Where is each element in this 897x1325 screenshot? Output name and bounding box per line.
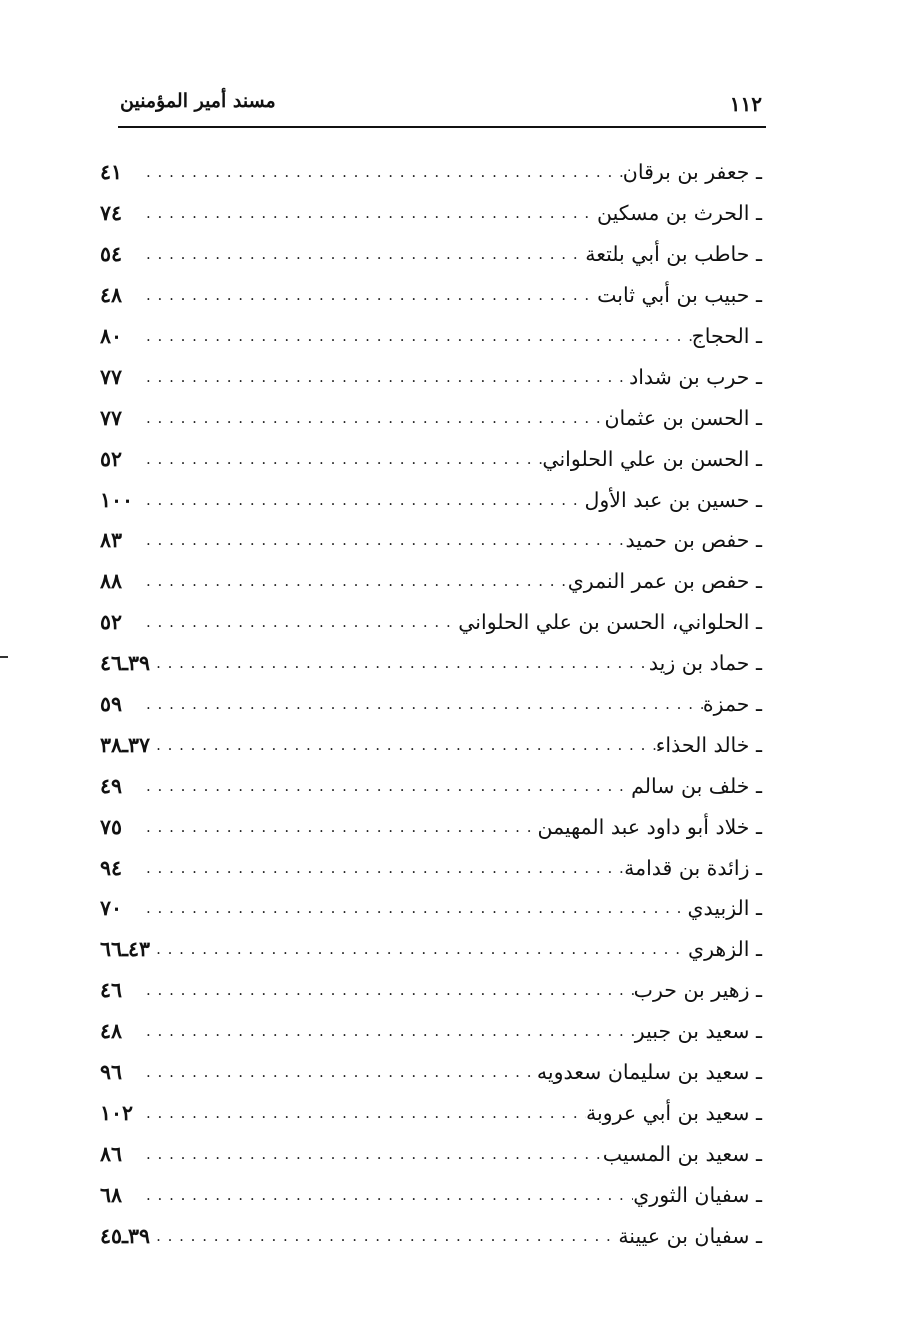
entry-page-number: ٤١ [100,160,123,185]
entry-name: ـ حبيب بن أبي ثابت [597,283,762,308]
dot-leader [150,736,656,754]
entry-name: ـ سعيد بن أبي عروبة [585,1100,762,1125]
index-entry [100,1052,762,1093]
entry-page-number: ٧٠ [100,896,123,921]
index-entry [100,275,762,316]
entry-name: ـ الزهري [688,937,762,962]
index-entry [100,479,762,520]
entry-page-number: ٧٧ [100,405,123,430]
index-entry [100,888,762,929]
entry-name: ـ خلف بن سالم [631,773,762,798]
entry-page-number: ١٠٢ [100,1100,134,1125]
entry-page-number: ٤٩ [100,773,123,798]
index-entry [100,316,762,357]
index-entry [100,397,762,438]
entry-page-number: ٨٨ [100,569,123,594]
dot-leader [140,531,626,549]
dot-leader [140,818,537,836]
entry-name: ـ خلاد أبو داود عبد المهيمن [537,814,762,839]
dot-leader [140,368,629,386]
entry-name: ـ سعيد بن سليمان سعدويه [536,1060,762,1085]
index-entry [100,684,762,725]
margin-mark [0,656,8,658]
entry-name: ـ الزبيدي [687,896,762,921]
entry-page-number: ٨٣ [100,528,123,553]
dot-leader [150,1227,618,1245]
dot-leader [150,654,649,672]
running-title: مسند أمير المؤمنين [120,90,276,112]
dot-leader [140,204,597,222]
entry-name: ـ حفص بن عمر النمري [567,569,762,594]
entry-page-number: ٥٢ [100,446,123,471]
dot-leader [140,1104,586,1122]
entry-page-number: ٣٩ـ٤٥ [100,1223,151,1248]
entry-name: ـ جعفر بن برقان [622,160,762,185]
dot-leader [140,899,688,917]
index-entry [100,847,762,888]
index-entry [100,765,762,806]
index-entry [100,1133,762,1174]
dot-leader [150,940,688,958]
entry-name: ـ سعيد بن جبير [634,1019,762,1044]
index-entry [100,152,762,193]
dot-leader [140,245,585,263]
entry-page-number: ٨٦ [100,1141,123,1166]
dot-leader [140,1022,635,1040]
entry-page-number: ٧٧ [100,364,123,389]
entry-page-number: ٤٣ـ٦٦ [100,937,151,962]
header-rule [118,126,766,128]
dot-leader [140,572,568,590]
entry-page-number: ٥٤ [100,242,123,267]
dot-leader [140,859,624,877]
entry-name: ـ حفص بن حميد [625,528,762,553]
entry-page-number: ٦٨ [100,1182,123,1207]
entry-page-number: ٤٨ [100,283,123,308]
entry-page-number: ٤٦ [100,978,123,1003]
dot-leader [140,695,703,713]
entry-page-number: ٩٦ [100,1060,123,1085]
index-entry [100,724,762,765]
index-entry [100,1215,762,1256]
index-entry [100,602,762,643]
dot-leader [140,286,597,304]
page-number: ١١٢ [729,92,762,116]
index-entry [100,234,762,275]
dot-leader [140,491,585,509]
index-entry [100,520,762,561]
index-entry [100,929,762,970]
entry-name: ـ سعيد بن المسيب [602,1141,762,1166]
index-entry [100,193,762,234]
entry-name: ـ الحجاج [691,324,762,348]
entry-name: ـ خالد الحذاء [655,732,762,757]
entry-page-number: ٨٠ [100,324,123,348]
entry-name: ـ سفيان الثوري [633,1182,762,1207]
entry-page-number: ٩٤ [100,855,123,880]
index-list [100,152,762,1256]
entry-page-number: ٤٨ [100,1019,123,1044]
index-entry [100,643,762,684]
index-entry [100,356,762,397]
dot-leader [140,1186,633,1204]
index-entry [100,438,762,479]
entry-name: ـ زائدة بن قدامة [624,855,762,880]
entry-page-number: ١٠٠ [100,487,134,512]
index-entry [100,561,762,602]
dot-leader [140,613,458,631]
dot-leader [140,163,623,181]
entry-name: ـ سفيان بن عيينة [618,1223,762,1248]
entry-page-number: ٣٧ـ٣٨ [100,732,151,757]
dot-leader [140,1063,537,1081]
entry-page-number: ٧٥ [100,814,123,839]
entry-page-number: ٧٤ [100,201,123,226]
entry-name: ـ الحسن بن عثمان [604,405,762,430]
entry-page-number: ٣٩ـ٤٦ [100,651,151,676]
entry-name: ـ حرب بن شداد [629,364,762,389]
page-header [118,82,766,128]
index-entry [100,1174,762,1215]
dot-leader [140,327,692,345]
entry-name: ـ الحلواني، الحسن بن علي الحلواني [458,610,762,635]
index-entry [100,806,762,847]
dot-leader [140,981,634,999]
index-entry [100,1092,762,1133]
entry-name: ـ حماد بن زيد [648,651,762,676]
entry-name: ـ زهير بن حرب [633,978,762,1003]
dot-leader [140,777,631,795]
entry-name: ـ حمزة [702,692,762,717]
entry-name: ـ حاطب بن أبي بلتعة [585,242,762,267]
dot-leader [140,450,542,468]
entry-page-number: ٥٩ [100,692,123,717]
entry-name: ـ الحرث بن مسكين [596,201,762,226]
entry-name: ـ حسين بن عبد الأول [584,487,762,512]
index-entry [100,1011,762,1052]
index-entry [100,970,762,1011]
entry-page-number: ٥٢ [100,610,123,635]
dot-leader [140,409,604,427]
dot-leader [140,1145,603,1163]
entry-name: ـ الحسن بن علي الحلواني [542,446,762,471]
